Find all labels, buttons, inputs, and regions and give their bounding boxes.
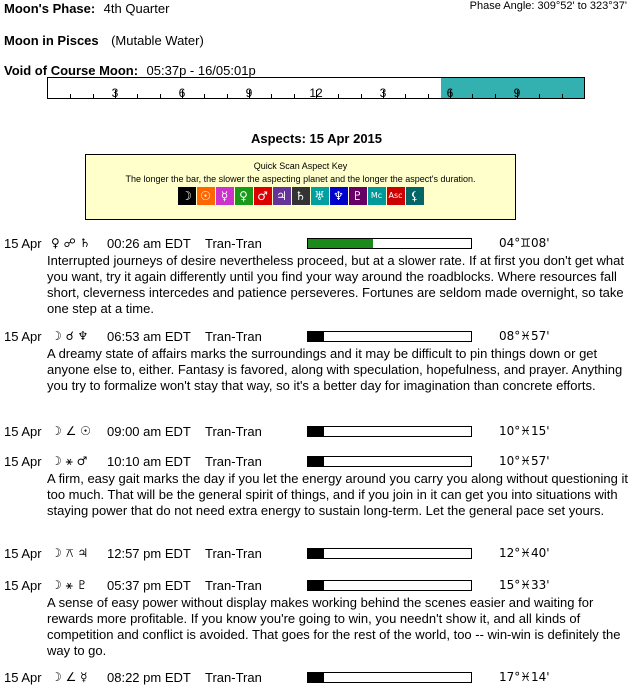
aspect-date: 15 Apr [4, 546, 42, 561]
aspect-glyphs: ☽ ⚹ ♂ [51, 454, 88, 468]
aspect-duration-bar [307, 456, 472, 467]
aspect-entry-header [4, 329, 629, 346]
aspect-key-icon: ♅ [311, 187, 329, 205]
timebar-label: 12 [309, 86, 323, 100]
timebar-tick [93, 94, 94, 98]
aspect-position: 12°♓40' [499, 546, 550, 560]
aspect-time: 06:53 am EDT [107, 329, 191, 344]
aspect-position: 15°♓33' [499, 578, 550, 592]
aspect-time: 08:22 pm EDT [107, 670, 191, 685]
aspect-duration-bar [307, 548, 472, 559]
aspect-duration-bar [307, 426, 472, 437]
timebar-tick [495, 94, 496, 98]
aspect-key-icons [86, 187, 515, 205]
aspect-key-icon: ☉ [197, 187, 215, 205]
aspect-duration-fill [308, 457, 324, 466]
moon-sign-row [4, 32, 204, 50]
aspect-position: 08°♓57' [499, 329, 550, 343]
timebar-tick [428, 94, 429, 98]
aspect-glyphs: ☽ ∠ ☉ [51, 424, 91, 438]
timebar-label: 3 [379, 86, 387, 100]
moon-phase-value: 4th Quarter [103, 1, 170, 16]
aspect-date: 15 Apr [4, 424, 42, 439]
moon-sign-value: (Mutable Water) [111, 33, 204, 48]
aspect-position: 17°♓14' [499, 670, 550, 684]
timebar-label: 6 [178, 86, 186, 100]
aspect-duration-fill [308, 332, 324, 341]
timebar-tick [361, 94, 362, 98]
aspect-date: 15 Apr [4, 578, 42, 593]
aspect-entry [4, 236, 629, 317]
aspect-entry [4, 424, 629, 441]
aspect-description: A firm, easy gait marks the day if you let the energy around you carry you along without questioning it too much. That will be the general spirit of things, and if you join in it can get you into situations with staying power that do not need extra energy to sustain long-term. Let the general pace set yours. [47, 471, 628, 518]
aspect-description: Interrupted journeys of desire nevertheless proceed, but at a slower rate. If at first you don't get what you want, try it again differently until you find your way around the roadblocks. Where resources fall short, cleverness intercedes and patience perseveres. Fortunes are seldom made overnight, so take one step at a time. [47, 253, 624, 316]
aspect-duration-bar [307, 580, 472, 591]
aspect-time: 12:57 pm EDT [107, 546, 191, 561]
timebar-label: 3 [111, 86, 119, 100]
aspect-date: 15 Apr [4, 454, 42, 469]
aspect-entry-header [4, 578, 629, 595]
aspect-glyphs: ☽ ⚹ ♇ [51, 578, 88, 592]
aspect-duration-bar [307, 238, 472, 249]
aspect-type: Tran-Tran [205, 670, 262, 685]
aspect-time: 00:26 am EDT [107, 236, 191, 251]
aspect-description: A sense of easy power without display makes working behind the scenes easier and waiting for rewards more profitable. If you know you're going to win, you needn't show it, and all kinds of competition and conflict is avoided. That goes for the rest of the world, too -- win-win is definitely the way to go. [47, 595, 621, 658]
aspect-type: Tran-Tran [205, 578, 262, 593]
aspect-key-icon: ⚸ [406, 187, 424, 205]
aspect-duration-fill [308, 581, 324, 590]
aspect-key-title: Quick Scan Aspect Key [253, 161, 348, 171]
aspect-position: 10°♓57' [499, 454, 550, 468]
aspect-duration-fill [308, 673, 324, 682]
aspect-key-box [85, 154, 516, 220]
timebar-tick [294, 94, 295, 98]
aspect-type: Tran-Tran [205, 454, 262, 469]
aspect-key-icon: ☽ [178, 187, 196, 205]
aspect-key-icon: Mc [368, 187, 386, 205]
aspect-key-icon: ♃ [273, 187, 291, 205]
aspect-type: Tran-Tran [205, 546, 262, 561]
aspect-glyphs: ♀ ☍ ♄ [51, 236, 91, 250]
voc-label: Void of Course Moon: [4, 63, 139, 78]
aspect-date: 15 Apr [4, 329, 42, 344]
aspect-key-icon: ☿ [216, 187, 234, 205]
aspects-title: Aspects: 15 Apr 2015 [250, 131, 383, 146]
timebar-tick [472, 94, 473, 98]
aspect-duration-bar [307, 331, 472, 342]
aspect-time: 05:37 pm EDT [107, 578, 191, 593]
moon-phase-row [4, 0, 169, 18]
aspect-entry-header [4, 670, 629, 687]
timebar-label: 6 [446, 86, 454, 100]
aspect-entry [4, 578, 629, 659]
aspect-entry-header [4, 454, 629, 471]
aspect-time: 10:10 am EDT [107, 454, 191, 469]
aspect-type: Tran-Tran [205, 329, 262, 344]
timebar-tick [227, 94, 228, 98]
timebar-tick [271, 94, 272, 98]
phase-angle: Phase Angle: 309°52' to 323°37' [469, 0, 627, 12]
timebar-tick [405, 94, 406, 98]
aspect-key-icon: ♀ [235, 187, 253, 205]
aspect-duration-bar [307, 672, 472, 683]
aspect-key-icon: ♆ [330, 187, 348, 205]
aspect-key-icon: ♄ [292, 187, 310, 205]
aspect-description: A dreamy state of affairs marks the surroundings and it may be difficult to pin things down or get anyone else to, either. Fantasy is favored, along with speculation, hopefulness, and prayer. Anything you try to formalize won't stay that way, so it's a better day for imagination than concrete efforts. [47, 346, 623, 393]
moon-sign-label: Moon in Pisces [4, 33, 99, 48]
aspect-entry-header [4, 236, 629, 253]
aspect-type: Tran-Tran [205, 236, 262, 251]
timebar-label: 9 [245, 86, 253, 100]
void-of-course-timebar [47, 77, 585, 99]
aspect-date: 15 Apr [4, 236, 42, 251]
voc-value: 05:37p - 16/05:01p [146, 63, 256, 78]
aspect-entry [4, 329, 629, 394]
moon-phase-label: Moon's Phase: [4, 1, 96, 16]
aspect-position: 04°♊08' [499, 236, 550, 250]
aspect-entry [4, 670, 629, 687]
aspect-position: 10°♓15' [499, 424, 550, 438]
aspect-glyphs: ☽ ∠ ☿ [51, 670, 88, 684]
aspect-entry [4, 454, 629, 519]
aspect-duration-fill [308, 427, 324, 436]
aspect-key-icon: ♂ [254, 187, 272, 205]
aspect-date: 15 Apr [4, 670, 42, 685]
aspect-time: 09:00 am EDT [107, 424, 191, 439]
aspect-key-icon: ♇ [349, 187, 367, 205]
aspect-entry [4, 546, 629, 563]
timebar-tick [204, 94, 205, 98]
timebar-label: 9 [513, 86, 521, 100]
timebar-tick [338, 94, 339, 98]
aspect-type: Tran-Tran [205, 424, 262, 439]
timebar-tick [70, 94, 71, 98]
aspect-key-icon: Asc [387, 187, 405, 205]
aspect-glyphs: ☽ ⚻ ♃ [51, 546, 89, 560]
aspect-glyphs: ☽ ☌ ♆ [51, 329, 89, 343]
aspect-duration-fill [308, 239, 373, 248]
aspect-key-description: The longer the bar, the slower the aspecting planet and the longer the aspect's duration. [125, 174, 476, 184]
timebar-tick [539, 94, 540, 98]
aspect-entry-header [4, 546, 629, 563]
aspect-entry-header [4, 424, 629, 441]
timebar-tick [160, 94, 161, 98]
timebar-tick [137, 94, 138, 98]
aspect-duration-fill [308, 549, 324, 558]
timebar-tick [562, 94, 563, 98]
